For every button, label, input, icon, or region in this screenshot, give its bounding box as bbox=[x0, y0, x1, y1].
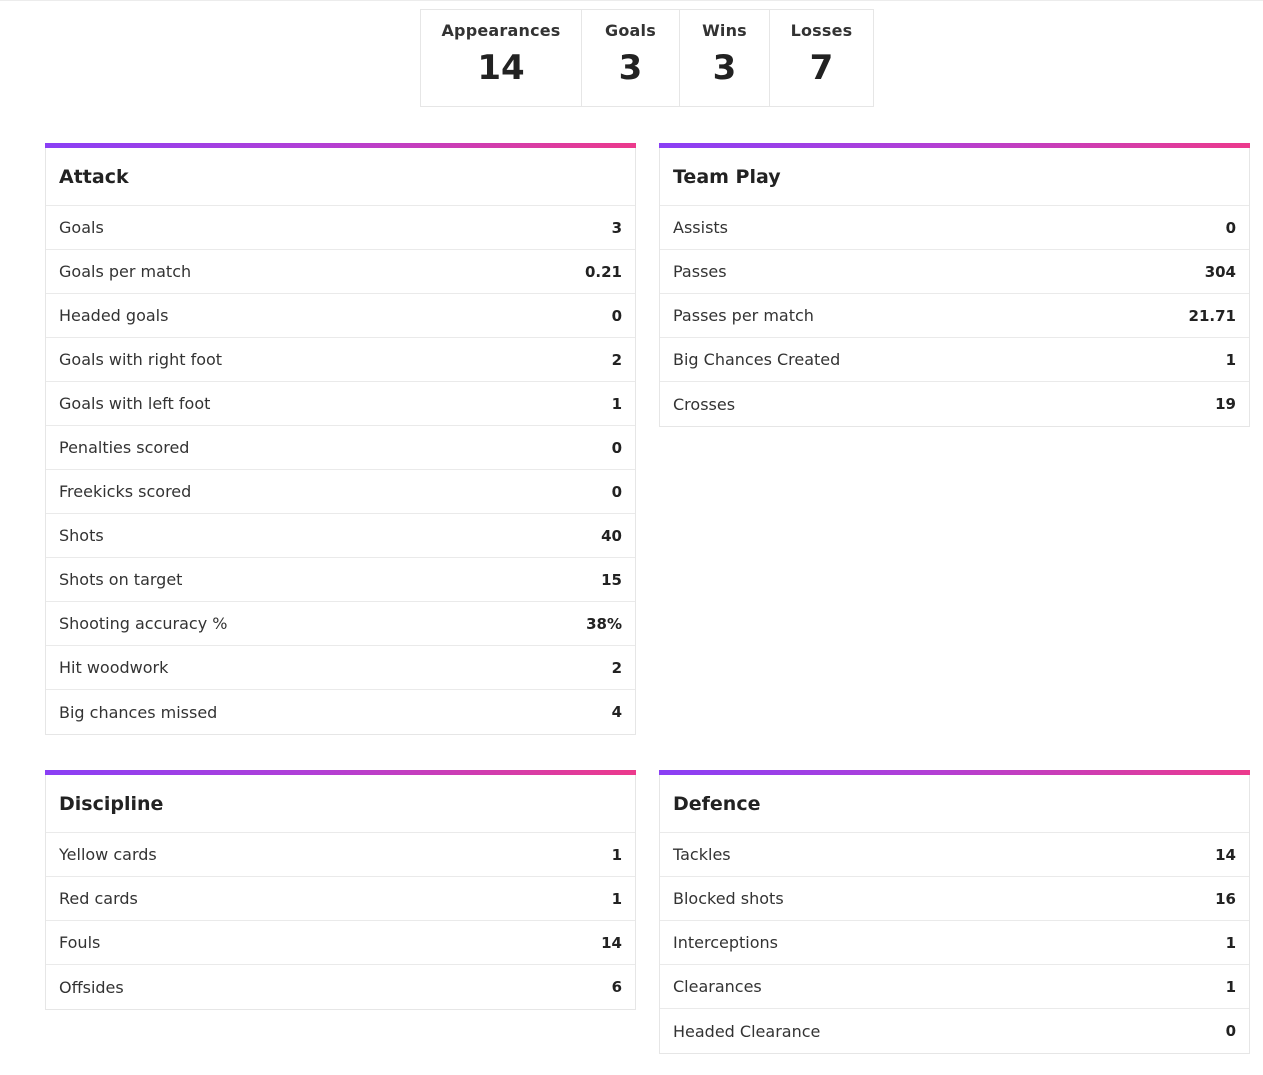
stat-value: 2 bbox=[611, 350, 622, 369]
stat-value: 38% bbox=[586, 614, 622, 633]
stat-row bbox=[660, 965, 1249, 1009]
summary-label: Losses bbox=[790, 21, 853, 40]
stat-row bbox=[660, 206, 1249, 250]
stat-row bbox=[46, 965, 635, 1009]
summary-label: Wins bbox=[702, 21, 747, 40]
defence-card bbox=[659, 770, 1250, 1054]
stat-row bbox=[46, 250, 635, 294]
stat-row bbox=[46, 206, 635, 250]
stat-label: Passes per match bbox=[673, 306, 814, 325]
stat-label: Headed Clearance bbox=[673, 1021, 821, 1041]
stat-label: Red cards bbox=[59, 889, 138, 908]
stat-label: Yellow cards bbox=[59, 845, 157, 864]
summary-appearances bbox=[421, 10, 582, 106]
stat-row bbox=[660, 250, 1249, 294]
stat-row bbox=[660, 921, 1249, 965]
stat-row bbox=[46, 690, 635, 734]
summary-goals bbox=[582, 10, 680, 106]
stat-value: 1 bbox=[611, 889, 622, 908]
stat-label: Goals per match bbox=[59, 262, 192, 281]
stat-value: 304 bbox=[1204, 262, 1236, 281]
stat-row bbox=[660, 294, 1249, 338]
summary-value: 7 bbox=[809, 48, 834, 88]
stat-value: 16 bbox=[1215, 889, 1236, 908]
stat-label: Hit woodwork bbox=[59, 658, 169, 677]
stat-value: 0 bbox=[1225, 218, 1236, 237]
summary-label: Goals bbox=[605, 21, 656, 40]
card-title: Attack bbox=[59, 165, 129, 188]
stat-row bbox=[46, 646, 635, 690]
stat-row bbox=[660, 338, 1249, 382]
stat-label: Shots bbox=[59, 526, 104, 545]
card-header bbox=[46, 775, 635, 833]
summary-wins bbox=[680, 10, 770, 106]
card-header bbox=[46, 148, 635, 206]
stat-row bbox=[660, 877, 1249, 921]
stat-label: Passes bbox=[673, 262, 727, 281]
stat-row bbox=[660, 1009, 1249, 1053]
card-header bbox=[660, 775, 1249, 833]
stat-list bbox=[660, 833, 1249, 1053]
stat-label: Goals bbox=[59, 218, 104, 237]
stat-list bbox=[660, 206, 1249, 426]
stat-value: 6 bbox=[611, 978, 622, 996]
stat-label: Fouls bbox=[59, 933, 101, 952]
stat-label: Big Chances Created bbox=[673, 350, 841, 369]
stat-value: 14 bbox=[601, 933, 622, 952]
card-title: Defence bbox=[673, 792, 761, 815]
stat-list bbox=[46, 206, 635, 734]
stat-label: Shooting accuracy % bbox=[59, 614, 228, 633]
stat-label: Headed goals bbox=[59, 306, 169, 325]
stat-value: 1 bbox=[1225, 977, 1236, 996]
stat-label: Shots on target bbox=[59, 570, 183, 589]
stat-row bbox=[46, 833, 635, 877]
stat-value: 40 bbox=[601, 526, 622, 545]
stat-row bbox=[46, 338, 635, 382]
summary-label: Appearances bbox=[441, 21, 561, 40]
stat-value: 0 bbox=[1225, 1022, 1236, 1040]
stat-label: Crosses bbox=[673, 394, 736, 414]
stat-value: 15 bbox=[601, 570, 622, 589]
stat-row bbox=[46, 602, 635, 646]
stat-value: 2 bbox=[611, 658, 622, 677]
stat-row bbox=[46, 877, 635, 921]
discipline-card bbox=[45, 770, 636, 1010]
stat-label: Penalties scored bbox=[59, 438, 190, 457]
summary-strip bbox=[420, 9, 874, 107]
team-play-card bbox=[659, 143, 1250, 427]
stat-value: 14 bbox=[1215, 845, 1236, 864]
summary-value: 3 bbox=[618, 48, 643, 88]
stat-value: 21.71 bbox=[1188, 306, 1236, 325]
stat-row bbox=[46, 558, 635, 602]
card-title: Discipline bbox=[59, 792, 164, 815]
stat-value: 0 bbox=[611, 306, 622, 325]
stat-label: Big chances missed bbox=[59, 702, 218, 722]
stat-row bbox=[46, 426, 635, 470]
top-divider bbox=[0, 0, 1263, 1]
card-title: Team Play bbox=[673, 165, 781, 188]
stat-value: 0.21 bbox=[584, 262, 622, 281]
summary-losses bbox=[770, 10, 873, 106]
attack-card bbox=[45, 143, 636, 735]
stat-row bbox=[660, 833, 1249, 877]
stat-row bbox=[660, 382, 1249, 426]
stat-label: Freekicks scored bbox=[59, 482, 192, 501]
stat-label: Offsides bbox=[59, 977, 124, 997]
stat-value: 0 bbox=[611, 482, 622, 501]
summary-value: 3 bbox=[712, 48, 737, 88]
summary-value: 14 bbox=[477, 48, 525, 88]
stat-value: 1 bbox=[1225, 933, 1236, 952]
stat-label: Goals with left foot bbox=[59, 394, 211, 413]
stat-value: 4 bbox=[611, 703, 622, 721]
stat-row bbox=[46, 294, 635, 338]
stat-list bbox=[46, 833, 635, 1009]
stat-value: 1 bbox=[611, 845, 622, 864]
stat-value: 19 bbox=[1215, 395, 1236, 413]
stat-label: Assists bbox=[673, 218, 729, 237]
stat-value: 3 bbox=[611, 218, 622, 237]
stat-row bbox=[46, 470, 635, 514]
stat-label: Blocked shots bbox=[673, 889, 784, 908]
stat-label: Interceptions bbox=[673, 933, 778, 952]
card-header bbox=[660, 148, 1249, 206]
stat-label: Goals with right foot bbox=[59, 350, 223, 369]
stat-row bbox=[46, 382, 635, 426]
stat-value: 0 bbox=[611, 438, 622, 457]
stat-label: Tackles bbox=[673, 845, 731, 864]
stat-label: Clearances bbox=[673, 977, 762, 996]
stat-value: 1 bbox=[611, 394, 622, 413]
stat-value: 1 bbox=[1225, 350, 1236, 369]
stat-row bbox=[46, 921, 635, 965]
stat-row bbox=[46, 514, 635, 558]
